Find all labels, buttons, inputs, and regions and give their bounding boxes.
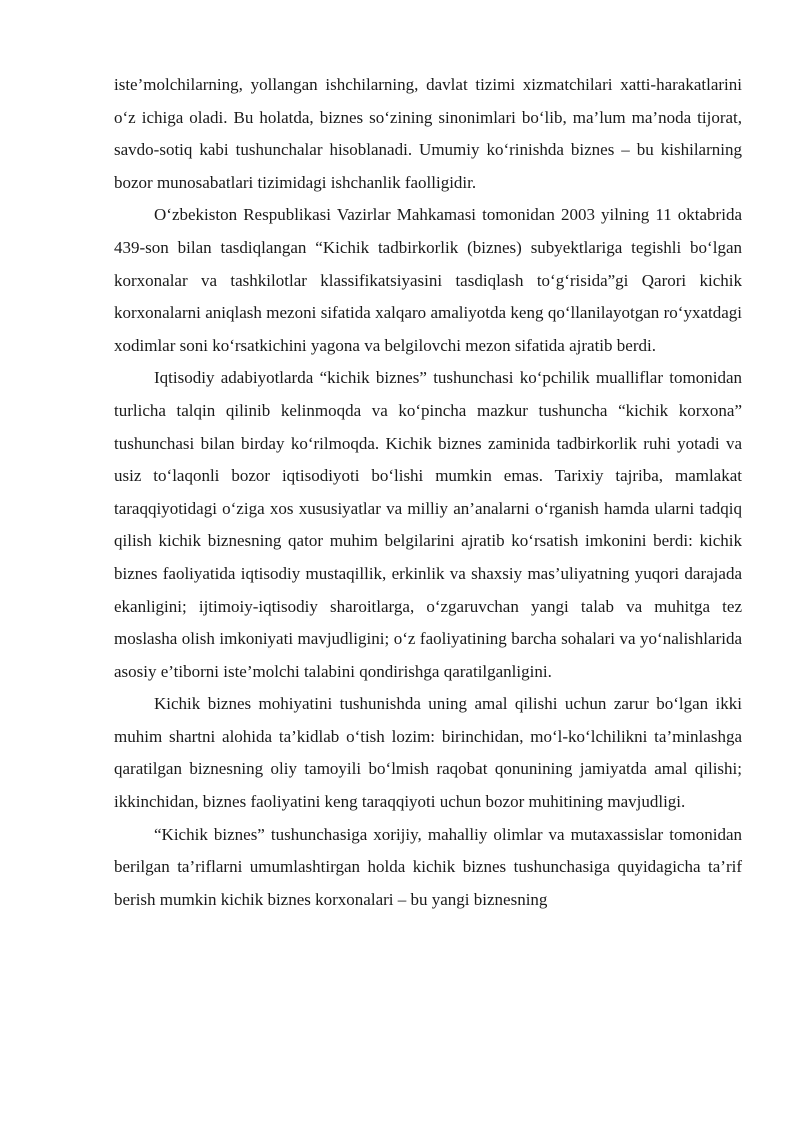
document-body <box>114 69 742 916</box>
paragraph-continuation: iste’molchilarning, yollangan ishchilarning, davlat tizimi xizmatchilari xatti-harakatlarini o‘z ichiga oladi. Bu holatda, biznes so‘zining sinonimlari bo‘lib, ma’lum ma’noda tijorat, savdo-sotiq kabi tushunchalar hisoblanadi. Umumiy ko‘rinishda biznes – bu kishilarning bozor munosabatlari tizimidagi ishchanlik faolligidir. <box>114 75 742 192</box>
paragraph-resolution: O‘zbekiston Respublikasi Vazirlar Mahkamasi tomonidan 2003 yilning 11 oktabrida 439-son bilan tasdiqlangan “Kichik tadbirkorlik (biznes) subyektlariga tegishli bo‘lgan korxonalar va tashkilotlar klassifikatsiyasini tasdiqlash to‘g‘risida”gi Qarori kichik korxonalarni aniqlash mezoni sifatida xalqaro amaliyotda keng qo‘llanilayotgan ro‘yxatdagi xodimlar soni ko‘rsatkichini yagona va belgilovchi mezon sifatida ajratib berdi. <box>114 205 742 355</box>
paragraph-small-business-definition: Iqtisodiy adabiyotlarda “kichik biznes” tushunchasi ko‘pchilik mualliflar tomonidan turlicha talqin qilinib kelinmoqda va ko‘pincha mazkur tushuncha “kichik korxona” tushunchasi bilan birday ko‘rilmoqda. Kichik biznes zaminida tadbirkorlik ruhi yotadi va usiz to‘laqonli bozor iqtisodiyoti bo‘lishi mumkin emas. Tarixiy tajriba, mamlakat taraqqiyotidagi o‘ziga xos xususiyatlar va milliy an’analarni o‘rganish hamda ularni tadqiq qilish kichik biznesning qator muhim belgilarini ajratib ko‘rsatish imkonini berdi: kichik biznes faoliyatida iqtisodiy mustaqillik, erkinlik va shaxsiy mas’uliyatning yuqori darajada ekanligini; ijtimoiy-iqtisodiy sharoitlarga, o‘zgaruvchan yangi talab va muhitga tez moslasha olish imkoniyati mavjudligini; o‘z faoliyatining barcha sohalari va yo‘nalishlarida asosiy e’tiborni iste’molchi talabini qondirishga qaratilganligini. <box>114 368 742 681</box>
paragraph-essence-conditions: Kichik biznes mohiyatini tushunishda uning amal qilishi uchun zarur bo‘lgan ikki muhim shartni alohida ta’kidlab o‘tish lozim: birinchidan, mo‘l-ko‘lchilikni ta’minlashga qaratilgan biznesning oliy tamoyili bo‘lmish raqobat qonunining jamiyatda amal qilishi; ikkinchidan, biznes faoliyatini keng taraqqiyoti uchun bozor muhitining mavjudligi. <box>114 694 742 812</box>
paragraph-generalized-definition: “Kichik biznes” tushunchasiga xorijiy, mahalliy olimlar va mutaxassislar tomonidan berilgan ta’riflarni umumlashtirgan holda kichik biznes tushunchasiga quyidagicha ta’rif berish mumkin kichik biznes korxonalari – bu yangi biznesning <box>114 824 742 909</box>
